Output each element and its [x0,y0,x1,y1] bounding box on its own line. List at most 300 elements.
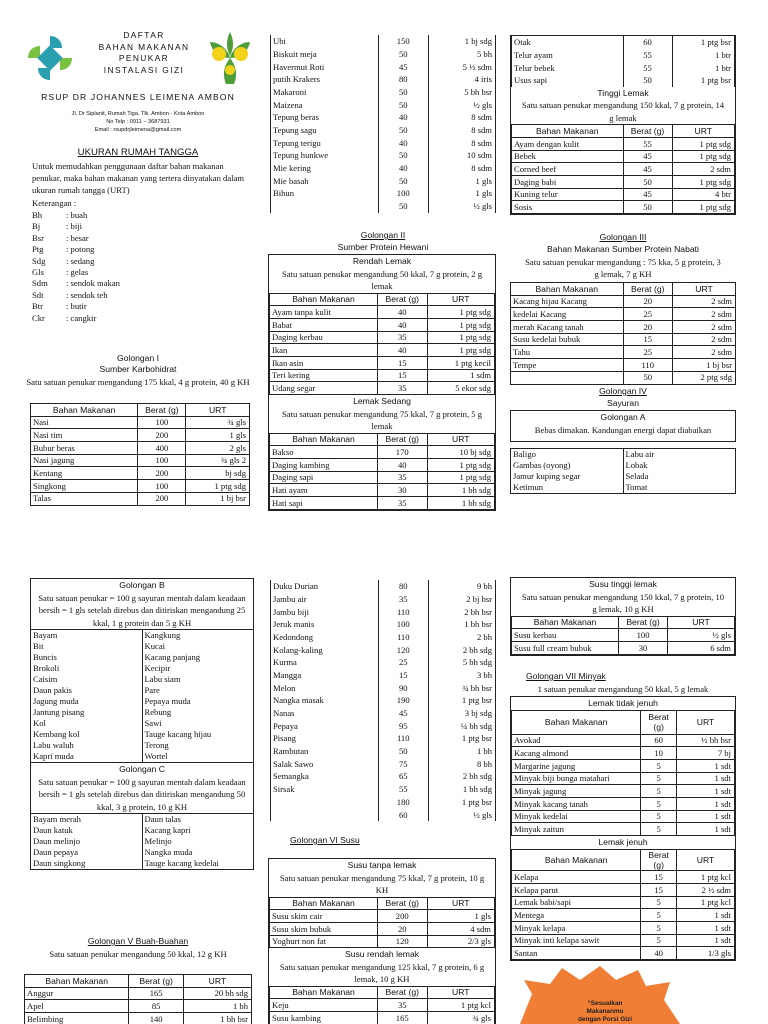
col-header: URT [186,404,250,417]
urt-cell: 1 bh sdg [427,496,495,509]
table-row [271,682,496,695]
weight-cell: 5 [641,759,677,772]
urt-cell: 2 bh sdg [428,643,496,656]
food-name: Kedondong [271,631,379,644]
urt-cell: 1 ptg sdg [427,344,495,357]
phone: No Telp : 0911 – 3687931 [106,118,170,125]
urt-intro: Untuk memudahkan penggunaan daftar bahan makanan penukar, maka bahan makanan yang tertera dinyatakan dalam ukuran rumah tangga (URT) [32,161,245,196]
gol1-table [30,403,250,506]
urt-cell: 5 bh [428,48,496,61]
food-name: Nangka masak [271,694,379,707]
weight-cell: 50 [623,74,672,87]
legend-abbr: Ckr [32,312,45,323]
table-row [511,333,736,346]
gol1-title: Golongan I [116,353,160,363]
table-row [271,73,496,86]
vegetable-name: Bayam [31,630,142,642]
hospital-logo-icon [24,32,76,84]
table-row [271,631,496,644]
urt-cell: 5 bh bsr [428,86,496,99]
table-row [271,48,496,61]
urt-cell: 5 bh sdg [428,656,496,669]
table-row [511,308,736,321]
table-row [270,331,495,344]
vegetable-name: Daun melinjo [31,836,142,847]
food-name: Tempe [511,359,624,372]
gol4-b-desc: Satu satuan penukar = 100 g sayuran mentah dalam keadaan bersih = 1 gls setelah direbus dan ditiriskan mengandung 25 kkal, 1 g protein dan 5 g KH [38,592,246,628]
table-row [270,306,495,319]
urt-cell: 1 sdm [427,369,495,382]
food-name: Kelapa [512,871,641,884]
table-row [512,884,735,897]
food-name: Otak [512,36,624,49]
weight-cell: 5 [641,772,677,785]
table-row [512,934,735,947]
email: Email : rsupdrjleimena@gmail.com [94,126,182,133]
table-row [512,61,735,74]
weight-cell: 10 [641,747,677,760]
vegetable-name: Kucai [144,641,166,651]
food-name: Kacang hijau Kacang [511,295,624,308]
weight-cell: 35 [378,331,428,344]
table-row [512,137,735,150]
list-item [31,836,253,847]
col-header: Berat (g) [641,849,677,871]
vegetable-name: Jamur kuping segar [511,471,623,482]
food-name: Havermut Roti [271,60,379,73]
food-name: Susu kambing [270,1012,378,1024]
food-name: Minyak biji bunga matahari [512,772,641,785]
gol1-cont-table [270,35,496,213]
food-name: Pepaya [271,720,379,733]
food-name: Susu skim bubuk [270,922,378,935]
gol7-desc: 1 satuan penukar mengandung 50 kkal, 5 g lemak [537,684,709,694]
col-header: Berat (g) [378,897,428,910]
urt-cell: 8 sdm [428,124,496,137]
gol2-title: Golongan II [360,230,406,240]
food-name: Bihun [271,187,379,200]
weight-cell: 40 [378,344,428,357]
weight-cell: 110 [623,359,673,372]
food-name: Susu kerbau [512,629,619,642]
weight-cell: 100 [138,480,186,493]
urt-cell: ¾ gls [427,1012,495,1024]
food-name: Pisang [271,732,379,745]
table-row [512,922,735,935]
food-name: Susu skim cair [270,910,378,923]
table-row [271,770,496,783]
col-header: URT [668,616,735,629]
urt-cell: 1 sdt [677,785,735,798]
table-row [271,656,496,669]
weight-cell: 100 [138,454,186,467]
hospital-name: RSUP DR JOHANNES LEIMENA AMBON [41,92,235,102]
food-name: Kolang-kaling [271,643,379,656]
vegetable-name: Daun katuk [31,825,142,836]
urt-cell: 8 sdm [428,111,496,124]
legend-item [32,278,252,289]
vegetable-name: Terong [144,740,169,750]
food-name: Yoghurt non fat [270,935,378,948]
table-row [271,783,496,796]
weight-cell: 30 [619,641,668,654]
table-row [270,910,495,923]
weight-cell: 50 [623,371,673,384]
list-item [511,460,735,471]
weight-cell: 80 [379,73,429,86]
urt-cell: 3 bj sdg [428,707,496,720]
food-name: Kacang almond [512,747,641,760]
susu-tinggi-title: Susu tinggi lemak [589,579,657,589]
table-row [271,796,496,809]
urt-cell: 5 ½ sdm [428,60,496,73]
food-name: Usus sapi [512,74,624,87]
food-name: Semangka [271,770,379,783]
food-name [271,808,379,821]
urt-cell: 1 ptg sdg [186,480,250,493]
legend-item [32,267,252,278]
weight-cell: 150 [379,35,429,48]
vegetable-name: Pare [144,685,160,695]
gol6-box [268,858,496,1024]
food-name: Tepung beras [271,111,379,124]
food-name: Minyak kacang tanah [512,797,641,810]
food-name: Corned beef [512,163,624,176]
table-row [512,797,735,810]
table-row [512,871,735,884]
table-row [270,484,495,497]
food-name: Daging babi [512,176,624,189]
table-row [271,175,496,188]
col-header: Bahan Makanan [270,897,378,910]
sedang-desc: Satu satuan penukar mengandung 75 kkal, 7 g protein, 5 g lemak [281,408,482,431]
food-name: Hati sapi [270,496,378,509]
table-row [512,176,735,189]
gol4-c-desc: Satu satuan penukar = 100 g sayuran mentah dalam keadaan bersih = 1 gls setelah direbus dan ditiriskan mengandung 50 kkal, 3 g protein, 10 g KH [38,776,246,812]
weight-cell: 45 [623,188,672,201]
food-name: Minyak kedelai [512,810,641,823]
weight-cell: 45 [379,60,429,73]
table-row [31,442,250,455]
col-header: URT [427,433,495,446]
urt-cell: 1 sdt [677,934,735,947]
food-name: Jambu biji [271,605,379,618]
legend-item [32,256,252,267]
table-row [270,922,495,935]
gol1-desc: Satu satuan penukar mengandung 175 kkal, 4 g protein, 40 g KH [26,377,250,387]
contact-info [24,111,252,134]
gol5-cont-table [270,580,496,821]
weight-cell: 5 [641,934,677,947]
food-name: Tepung sagu [271,124,379,137]
gol4-c-title: Golongan C [31,762,253,776]
food-name: Belimbing [25,1013,129,1024]
food-name: Hati ayam [270,484,378,497]
vegetable-name: Daun talas [144,814,182,824]
gol7-box [510,696,736,961]
food-name: Tepung hunkwe [271,149,379,162]
weight-cell: 25 [379,656,429,669]
food-name: kedelai Kacang [511,308,624,321]
tidak-jenuh-title: Lemak tidak jenuh [588,698,658,708]
urt-cell: 4 iris [428,73,496,86]
urt-cell: 6 sdm [668,641,735,654]
weight-cell: 190 [379,694,429,707]
list-item [31,740,253,751]
food-name: Nasi tim [31,429,138,442]
table-row [512,201,735,214]
weight-cell: 5 [641,810,677,823]
urt-cell: 1 bh [183,1000,251,1013]
weight-cell: 170 [378,446,428,459]
gol7-title [526,671,606,681]
weight-cell: 100 [379,618,429,631]
urt-cell: 1 sdt [677,909,735,922]
table-row [270,344,495,357]
vegetable-name: Wortel [144,751,168,761]
food-name: Jeruk manis [271,618,379,631]
food-name: Rambutan [271,745,379,758]
gol4-b-box [30,578,254,870]
urt-cell: 2 sdm [672,163,734,176]
vegetable-name: Tauge kacang kedelai [144,858,219,868]
urt-cell: 1 ptg sdg [427,306,495,319]
weight-cell: 110 [379,732,429,745]
list-item [31,674,253,685]
weight-cell: 50 [379,200,429,213]
gol3-subtitle: Bahan Makanan Sumber Protein Nabati [547,244,699,254]
gol2-subtitle: Sumber Protein Hewani [337,242,429,252]
table-row [271,720,496,733]
table-row [271,618,496,631]
title-line: DAFTAR [123,30,165,40]
burst-text [560,1000,650,1024]
table-row [511,295,736,308]
list-item [31,718,253,729]
urt-cell: 2 bh bsr [428,605,496,618]
col-header: Berat (g) [138,404,186,417]
tinggi-title: Tinggi Lemak [597,87,649,98]
table-row [271,669,496,682]
table-row [270,458,495,471]
table-row [512,629,735,642]
col-header: Berat (g) [623,283,673,296]
urt-cell: 2 ptg sdg [673,371,736,384]
food-name: Telur bebek [512,61,624,74]
table-row [271,580,496,593]
urt-cell: 4 sdm [427,922,495,935]
list-item [31,630,253,642]
weight-cell: 35 [378,471,428,484]
weight-cell: 40 [379,162,429,175]
col-header: Bahan Makanan [270,433,378,446]
urt-cell: 3 bh [428,669,496,682]
table-row [270,935,495,948]
weight-cell: 60 [641,734,677,747]
table-row [271,732,496,745]
urt-cell: bj sdg [186,467,250,480]
weight-cell: 5 [641,823,677,836]
title-line: PENUKAR [118,53,170,63]
weight-cell: 200 [138,492,186,505]
table-row [271,593,496,606]
urt-cell: 2 sdm [673,321,736,334]
gol4-a-desc: Bebas dimakan. Kandungan energi dapat diabaikan [534,424,712,435]
urt-cell: 1 ptg kecil [427,356,495,369]
urt-cell: 1 ptg kcl [677,896,735,909]
table-row [512,785,735,798]
table-row [512,747,735,760]
food-name: Margarine jagung [512,759,641,772]
list-item [31,641,253,652]
legend-abbr: Sdm [32,278,48,289]
weight-cell: 100 [138,416,186,429]
table-row [31,416,250,429]
susu-tanpa-title: Susu tanpa lemak [347,860,417,870]
list-item [31,847,253,858]
urt-cell: ¾ gls [186,416,250,429]
food-name [271,200,379,213]
weight-cell: 55 [379,783,429,796]
vegetable-name: Labu siam [144,674,181,684]
vegetable-name: Daun pepaya [31,847,142,858]
gol3-desc: Satu satuan penukar mengandung : 75 kka, 5 g protein, 3 g lemak, 7 g KH [525,257,721,280]
weight-cell: 100 [619,629,668,642]
gol4-subtitle: Sayuran [606,398,639,408]
col-header: URT [672,125,734,138]
list-item [31,652,253,663]
food-name: Udang segar [270,382,378,395]
rendah-title: Rendah Lemak [352,256,412,266]
weight-cell: 15 [623,333,673,346]
urt-cell: 9 bh [428,580,496,593]
food-name: Apel [25,1000,129,1013]
food-name: Sosis [512,201,624,214]
urt-cell: 1 ptg sdg [672,150,734,163]
table-row [270,1012,495,1024]
legend-item [32,233,252,244]
rendah-desc: Satu satuan penukar mengandung 50 kkal, 7 g protein, 2 g lemak [281,268,482,291]
list-item [31,663,253,674]
food-name: Minyak kelapa [512,922,641,935]
urt-cell: 2 sdm [673,308,736,321]
title-line: BAHAN MAKANAN [98,41,190,52]
susu-rendah-desc: Satu satuan penukar mengandung 125 kkal, 7 g protein, 6 g lemak, 10 g KH [279,961,485,985]
list-item [511,471,735,482]
urt-cell: 1 sdt [677,772,735,785]
weight-cell: 110 [379,605,429,618]
table-row [271,35,496,48]
food-name: Nasi jagung [31,454,138,467]
food-name: Nasi [31,416,138,429]
table-row [512,36,735,49]
table-row [271,694,496,707]
vegetable-name: Bit [31,641,142,652]
weight-cell: 55 [623,61,672,74]
urt-cell: 1 ptg bsr [672,36,734,49]
urt-cell: ½ gls [428,98,496,111]
weight-cell: 65 [379,770,429,783]
table-row [270,446,495,459]
urt-cell: 1 bh bsr [428,618,496,631]
vegetable-name: Kangkung [144,630,181,640]
legend-abbr: Bj [32,221,41,232]
list-item [31,825,253,836]
tinggi-desc: Satu satuan penukar mengandung 150 kkal, 7 g protein, 14 g lemak [521,100,725,123]
vegetable-name: Nangka muda [144,847,193,857]
food-name: Avokad [512,734,641,747]
food-name: Babat [270,318,378,331]
col-header: Berat (g) [623,125,672,138]
table-row [271,60,496,73]
urt-cell: 1 ptg bsr [428,732,496,745]
col-header: URT [427,897,495,910]
list-item [31,685,253,696]
urt-cell: 2 sdm [673,295,736,308]
legend-abbr: Bsr [32,232,44,243]
legend-item [32,244,252,255]
urt-legend [32,210,252,324]
urt-cell: 1 bh bsr [183,1013,251,1024]
urt-cell: 1 sdt [677,759,735,772]
susu-tinggi-desc: Satu satuan penukar mengandung 150 kkal, 7 g protein, 10 g lemak, 10 g KH [521,591,725,614]
food-name: putih Krakers [271,73,379,86]
urt-cell: 2 bj bsr [428,593,496,606]
urt-cell: 8 sdm [428,162,496,175]
urt-cell: 2 sdm [673,346,736,359]
gol4-b-title: Golongan B [119,580,165,590]
weight-cell: 40 [378,306,428,319]
table-row [512,810,735,823]
table-row [270,999,495,1012]
col-header: Bahan Makanan [512,849,641,871]
legend-abbr: Bh [32,210,43,220]
urt-cell: 4 btr [672,188,734,201]
urt-cell: 1 gls [186,429,250,442]
gol4-a-title: Golongan A [600,412,646,422]
vegetable-name: Jagung muda [31,696,142,707]
vegetable-name: Selada [625,471,649,481]
vegetable-name: Daun singkong [31,858,142,869]
urt-cell: 1 gls [427,910,495,923]
weight-cell: 140 [129,1013,183,1024]
gol2-rendah-box [268,254,496,511]
weight-cell: 5 [641,922,677,935]
urt-cell: 1 bj sdg [428,35,496,48]
weight-cell: 5 [641,797,677,810]
table-row [271,707,496,720]
urt-cell: 1 bj bsr [186,492,250,505]
legend-abbr: Ptg [32,244,44,255]
weight-cell: 45 [623,150,672,163]
table-row [271,111,496,124]
table-row [270,471,495,484]
urt-cell: 1 ptg sdg [427,458,495,471]
urt-cell: 10 bj sdg [427,446,495,459]
table-row [271,200,496,213]
table-row [512,163,735,176]
burst-line: “Sesuaikan [587,1000,623,1007]
vegetable-name: Daun pakis [31,685,142,696]
urt-cell: 1 ptg bsr [672,74,734,87]
legend-meaning: : besar [66,232,89,243]
weight-cell: 35 [379,593,429,606]
susu-tinggi-box [510,577,736,656]
col-header: URT [673,283,736,296]
food-name: Ikan asin [270,356,378,369]
food-name: Daging sapi [270,471,378,484]
vegetable-name: Ketimun [511,482,623,493]
